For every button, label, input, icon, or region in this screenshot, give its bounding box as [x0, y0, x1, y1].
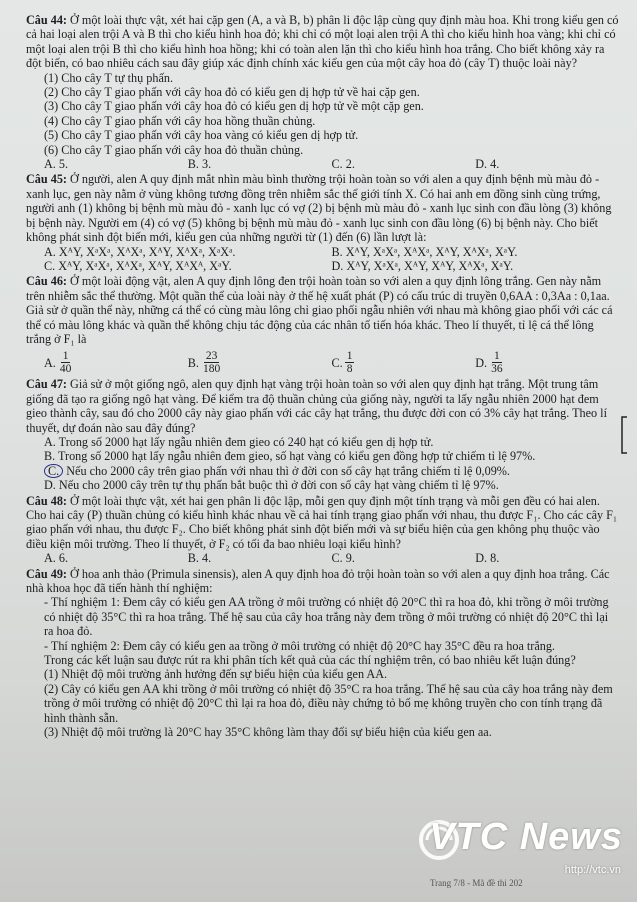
q44-item-4: (4) Cho cây T giao phấn với cây hoa hồng thuần chủng. [44, 113, 316, 128]
q49-experiment-2: - Thí nghiệm 2: Đem cây có kiểu gen aa trồng ở môi trường có nhiệt độ 20°C hay 35°C đều ra hoa trắng. [44, 638, 555, 653]
q48-option-b[interactable]: B. 4. [187, 551, 212, 566]
q48-option-d[interactable]: D. 8. [475, 551, 500, 566]
q45-stem: Câu 45: Ở người, alen A quy định mắt nhìn màu bình thường trội hoàn toàn so với alen a quy định bệnh mù màu đỏ - xanh lục, gen này nằm ở vùng không tương đồng trên nhiễm sắc thể giới tính X. Có hai anh em đồng sinh cùng trứng, người anh (1) không bị bệnh mù màu đỏ - xanh lục có vợ (2) bị bệnh mù màu đỏ - xanh lục sinh con đầu lòng (3) không bị bệnh này. Người em (4) có vợ (5) không bị bệnh mù màu đỏ - xanh lục sinh con đầu lòng (6) bị bệnh này. Cho biết không phát sinh đột biến mới, kiểu gen của những người từ (1) đến (6) lần lượt là: [26, 172, 612, 245]
q49-conclusion-2: (2) Cây có kiểu gen AA khi trồng ở môi trường có nhiệt độ 35°C ra hoa trắng. Thế hệ sau của cây hoa trắng này đem trồng ở môi trường có nhiệt độ 20°C thì lại ra hoa đỏ, điều này chứng tỏ bố mẹ không truyền cho con tính trạng đã hình thành sẵn. [44, 681, 613, 725]
q46-option-a[interactable]: A. $\frac{1}{40}$ [44, 350, 72, 376]
q47-option-c[interactable]: C. Nếu cho 2000 cây trên giao phấn với nhau thì ở đời con số cây hạt trắng chiếm tỉ lệ 0,09%. [26, 464, 619, 478]
q46-stem: Câu 46: Ở một loài động vật, alen A quy định lông đen trội hoàn toàn so với alen a quy định lông trắng. Gen này nằm trên nhiễm sắc thể thường. Một quần thể của loài này ở thế hệ xuất phát (P) có cấu trúc di truyền 0,6AA : 0,3Aa : 0,1aa. Giả sử ở quần thể này, những cá thể có cùng màu lông chỉ giao phối ngẫu nhiên với nhau mà không giao phối với các cá thể có màu lông khác và quần thể không chịu tác động của các nhân tố tiến hóa khác. Theo lí thuyết, tỉ lệ cá thể lông trắng ở F₁ là [26, 274, 613, 346]
q47-stem: Câu 47: Giả sử ở một giống ngô, alen quy định hạt vàng trội hoàn toàn so với alen quy định hạt trắng. Một trung tâm giống đã tạo ra giống ngô hạt vàng. Để kiểm tra độ thuần chủng của giống này, người ta lấy ngẫu nhiên 2000 hạt đem gieo thành cây, sau đó cho 2000 cây này giao phấn với các cây hạt trắng, thu được đời con có 3% cây hạt trắng. Theo lí thuyết, dự đoán nào sau đây đúng? [26, 377, 607, 435]
q45-options-row-2 [26, 259, 619, 273]
q49-head: Câu 49: [26, 566, 67, 581]
q49-conclusion-3: (3) Nhiệt độ môi trường là 20°C hay 35°C không làm thay đổi sự biểu hiện của kiểu gen aa. [44, 725, 492, 740]
q45-options-row-1 [26, 245, 619, 259]
brand-url: http://vtc.vn [564, 864, 621, 876]
answer-circle-mark: C. [44, 464, 63, 478]
q48-options [26, 551, 619, 565]
q47-option-d[interactable]: D. Nếu cho 2000 cây trên tự thụ phấn bắt buộc thì ở đời con số cây hạt vàng chiếm tỉ lệ 97%. [44, 478, 499, 493]
question-49 [26, 567, 619, 740]
q44-option-c[interactable]: C. 2. [331, 157, 355, 172]
q44-item-5: (5) Cho cây T giao phấn với cây hoa vàng có kiểu gen dị hợp tử. [44, 128, 359, 143]
q47-option-a[interactable]: A. Trong số 2000 hạt lấy ngẫu nhiên đem gieo có 240 hạt có kiểu gen dị hợp tử. [44, 434, 434, 449]
q44-option-d[interactable]: D. 4. [475, 157, 500, 172]
q49-stem: Câu 49: Ở hoa anh thảo (Primula sinensis), alen A quy định hoa đỏ trội hoàn toàn so với alen a quy định hoa trắng. Các nhà khoa học đã tiến hành thí nghiệm: [26, 566, 610, 596]
q47-option-b[interactable]: B. Trong số 2000 hạt lấy ngẫu nhiên đem gieo, số hạt vàng có kiểu gen đồng hợp tử chiếm tỉ lệ 97%. [44, 449, 536, 464]
q48-stem: Câu 48: Ở một loài thực vật, xét hai gen phân li độc lập, mỗi gen quy định một tính trạng và mỗi gen đều có hai alen. Cho hai cây (P) thuần chủng có kiểu hình khác nhau về cả hai tính trạng giao phấn với nhau, thu được F₁. Cho các cây F₁ giao phấn với nhau, thu được F₂. Cho biết không phát sinh đột biến mới và sự biểu hiện của gen không phụ thuộc vào điều kiện môi trường. Theo lí thuyết, ở F₂ có tối đa bao nhiêu loại kiểu hình? [26, 493, 618, 551]
q48-option-c[interactable]: C. 9. [331, 551, 355, 566]
q48-head: Câu 48: [26, 493, 67, 508]
q45-option-d[interactable]: D. XᴬY, XᵃXᵃ, XᴬY, XᴬY, XᴬXᵃ, XᵃY. [331, 258, 514, 273]
q46-option-d[interactable]: D. $\frac{1}{36}$ [475, 350, 503, 376]
q46-option-c[interactable]: C. $\frac{1}{8}$ [331, 350, 353, 376]
page-footer: Trang 7/8 - Mã đề thi 202 [430, 878, 523, 888]
q45-option-b[interactable]: B. XᴬY, XᵃXᵃ, XᴬXᵃ, XᴬY, XᴬXᵃ, XᵃY. [331, 244, 518, 259]
q44-head: Câu 44: [26, 13, 67, 27]
q49-question: Trong các kết luận sau được rút ra khi phân tích kết quả của các thí nghiệm trên, có bao nhiêu kết luận đúng? [44, 653, 576, 668]
q46-options [26, 350, 619, 375]
q45-head: Câu 45: [26, 172, 67, 187]
question-47 [26, 377, 619, 492]
vtc-news-watermark [413, 816, 623, 876]
q46-option-b[interactable]: B. $\frac{23}{180}$ [187, 350, 221, 376]
q45-option-c[interactable]: C. XᴬY, XᵃXᵃ, XᴬXᵃ, XᴬY, XᴬXᴬ, XᵃY. [44, 258, 232, 273]
q46-head: Câu 46: [26, 274, 67, 289]
q44-stem: Câu 44: Ở một loài thực vật, xét hai cặp gen (A, a và B, b) phân li độc lập cùng quy định màu hoa. Khi trong kiểu gen có cả hai loại alen trội A và B thì cho kiểu hình hoa đỏ; khi chỉ có một loại alen trội A thì cho kiểu hình hoa vàng; khi chỉ có một loại alen trội B thì cho kiểu hình hoa hồng; khi có toàn alen lặn thì cho kiểu hình hoa trắng. Cho biết không xảy ra đột biến, có bao nhiêu cách sau đây giúp xác định chính xác kiểu gen của một cây hoa đỏ (cây T) thuộc loài này? [26, 13, 619, 71]
q44-item-6: (6) Cho cây T giao phấn với cây hoa đỏ thuần chủng. [44, 142, 304, 157]
margin-bracket-mark [619, 415, 629, 455]
q44-item-1: (1) Cho cây T tự thụ phấn. [44, 70, 174, 85]
q44-item-2: (2) Cho cây T giao phấn với cây hoa đỏ có kiểu gen dị hợp tử về hai cặp gen. [44, 85, 420, 100]
q44-item-3: (3) Cho cây T giao phấn với cây hoa đỏ có kiểu gen dị hợp tử về một cặp gen. [44, 99, 424, 114]
question-48 [26, 494, 619, 566]
brand-name: VTC News [429, 816, 623, 858]
q48-option-a[interactable]: A. 6. [44, 551, 69, 566]
question-46 [26, 274, 619, 375]
question-44 [26, 13, 619, 171]
q45-option-a[interactable]: A. XᴬY, XᵃXᵃ, XᴬXᵃ, XᴬY, XᴬXᵃ, XᵃXᵃ. [44, 244, 236, 259]
q44-options [26, 157, 619, 171]
q49-conclusion-1: (1) Nhiệt độ môi trường ảnh hưởng đến sự biểu hiện của kiểu gen AA. [44, 667, 388, 682]
question-45 [26, 172, 619, 273]
q44-option-a[interactable]: A. 5. [44, 157, 69, 172]
q49-experiment-1: - Thí nghiệm 1: Đem cây có kiểu gen AA trồng ở môi trường có nhiệt độ 20°C thì ra hoa đỏ, khi trồng ở môi trường có nhiệt độ 35°C thì ra hoa trắng. Thế hệ sau của cây hoa trắng này đem trồng ở môi trường có nhiệt độ 20°C thì lại ra hoa đỏ. [44, 595, 609, 639]
q44-option-b[interactable]: B. 3. [187, 157, 212, 172]
q47-head: Câu 47: [26, 377, 67, 392]
